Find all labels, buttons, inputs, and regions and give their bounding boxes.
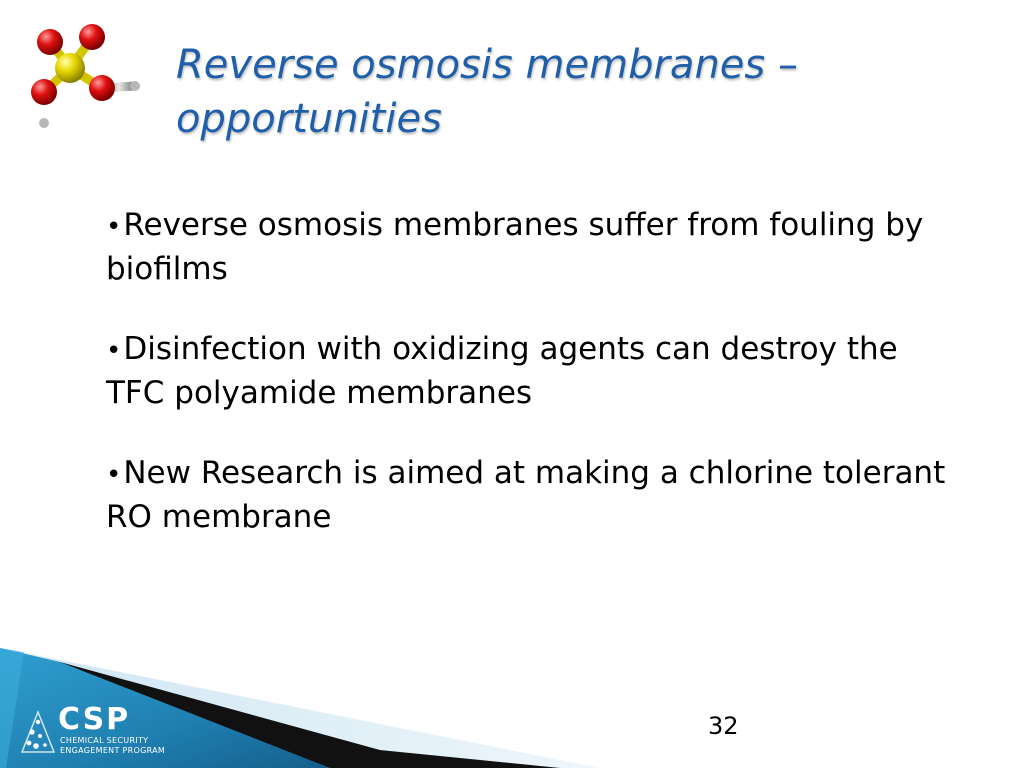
dots-logo-icon (18, 708, 58, 756)
logo-subtitle (60, 736, 170, 756)
logo-subtitle-line: CHEMICAL SECURITY (60, 736, 149, 745)
molecule-icon (22, 22, 147, 134)
bullet-text: New Research is aimed at making a chlorine tolerant RO membrane (106, 455, 946, 535)
logo-name: CSP (58, 702, 131, 737)
bullet-item (106, 204, 946, 290)
bullet-text: Disinfection with oxidizing agents can destroy the TFC polyamide membranes (106, 331, 898, 411)
bullet-marker: • (106, 336, 122, 366)
bullet-text: Reverse osmosis membranes suffer from fouling by biofilms (106, 207, 924, 287)
page-number: 32 (708, 712, 739, 740)
bullet-marker: • (106, 460, 122, 490)
csp-logo (18, 704, 168, 760)
logo-subtitle-line: ENGAGEMENT PROGRAM (60, 746, 166, 755)
bullet-item (106, 452, 946, 538)
bullet-marker: • (106, 212, 122, 242)
slide-title: Reverse osmosis membranes – opportunities (176, 42, 798, 142)
bullet-item (106, 328, 946, 414)
bullet-list (106, 204, 946, 576)
